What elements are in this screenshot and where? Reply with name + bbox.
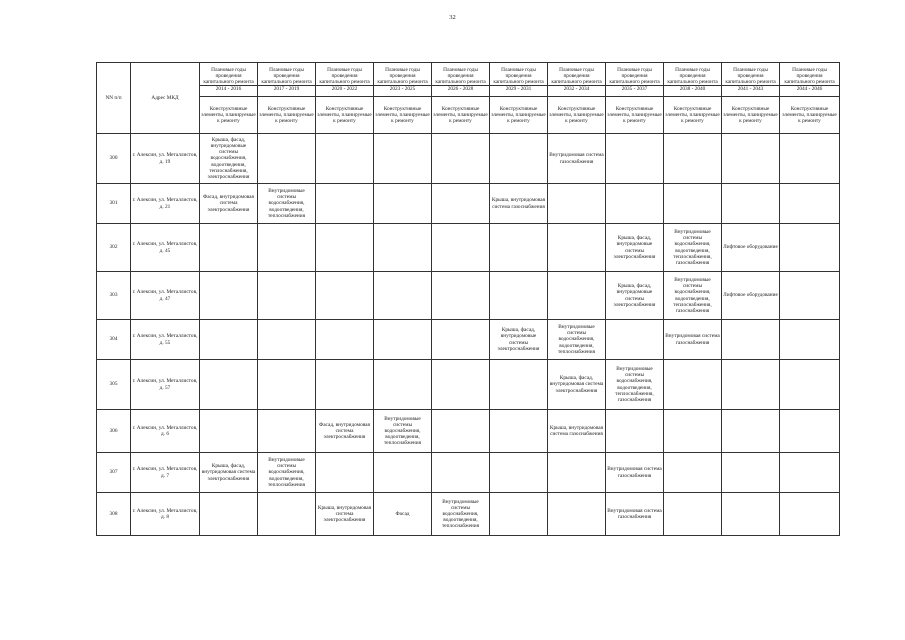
repair-cell	[200, 224, 258, 272]
header-elements-9: Конструктивные элементы, планируемые к ремонту	[722, 97, 780, 134]
row-number: 306	[97, 410, 131, 453]
repair-cell	[316, 320, 374, 360]
repair-cell	[722, 493, 780, 536]
period-years: 2044 - 2046	[796, 86, 823, 93]
row-number: 305	[97, 360, 131, 410]
repair-cell: Фасад, внутридомовая система электроснабжения	[200, 184, 258, 224]
table-row	[97, 453, 840, 493]
repair-cell	[722, 320, 780, 360]
repair-cell: Внутридомовые системы водоснабжения, водоотведения, теплоснабжения, газоснабжения	[664, 224, 722, 272]
repair-cell	[316, 272, 374, 320]
repair-cell	[374, 134, 432, 184]
repair-cell	[490, 134, 548, 184]
repair-cell	[316, 224, 374, 272]
repair-cell	[780, 184, 840, 224]
repair-cell	[316, 453, 374, 493]
period-label: Плановые годы проведения капитального ремонта	[780, 67, 839, 86]
period-years: 2017 - 2019	[273, 86, 300, 93]
header-period-5	[490, 63, 548, 97]
table-row	[97, 360, 840, 410]
repair-cell: Крыша, фасад, внутридомовая система электроснабжения	[200, 453, 258, 493]
table-row	[97, 272, 840, 320]
repair-cell	[200, 410, 258, 453]
repair-cell	[722, 453, 780, 493]
header-elements-3: Конструктивные элементы, планируемые к ремонту	[374, 97, 432, 134]
repair-cell: Крыша, фасад, внутридомовые системы электроснабжения	[490, 320, 548, 360]
repair-cell	[374, 184, 432, 224]
table-body	[97, 63, 840, 536]
repair-cell	[432, 272, 490, 320]
repair-cell	[780, 224, 840, 272]
header-period-7	[606, 63, 664, 97]
repair-cell	[432, 320, 490, 360]
period-label: Плановые годы проведения капитального ремонта	[374, 67, 431, 86]
header-row-periods	[97, 63, 840, 97]
repair-cell: Крыша, внутридомовая система газоснабжения	[548, 410, 606, 453]
repair-cell	[722, 360, 780, 410]
repair-cell	[432, 360, 490, 410]
header-nn: NN п/п	[97, 63, 131, 134]
period-years: 2041 - 2043	[737, 86, 764, 93]
header-elements-4: Конструктивные элементы, планируемые к ремонту	[432, 97, 490, 134]
period-years: 2038 - 2040	[679, 86, 706, 93]
repair-cell	[258, 134, 316, 184]
header-period-8	[664, 63, 722, 97]
repair-cell	[200, 360, 258, 410]
row-number: 303	[97, 272, 131, 320]
repair-cell	[548, 184, 606, 224]
repair-cell: Внутридомовые системы водоснабжения, водоотведения, теплоснабжения	[258, 184, 316, 224]
repair-cell	[664, 453, 722, 493]
table-row	[97, 134, 840, 184]
repair-cell	[664, 493, 722, 536]
period-label: Плановые годы проведения капитального ремонта	[432, 67, 489, 86]
row-address: г. Алексин, ул. Металлистов, д. 55	[131, 320, 200, 360]
header-address: Адрес МКД	[131, 63, 200, 134]
period-label: Плановые годы проведения капитального ремонта	[200, 67, 257, 86]
header-period-4	[432, 63, 490, 97]
header-elements-5: Конструктивные элементы, планируемые к ремонту	[490, 97, 548, 134]
header-period-9	[722, 63, 780, 97]
repair-cell	[432, 453, 490, 493]
repair-cell	[490, 272, 548, 320]
repair-cell	[722, 410, 780, 453]
table-row	[97, 410, 840, 453]
repair-cell	[780, 410, 840, 453]
repair-cell	[664, 360, 722, 410]
repair-cell	[258, 493, 316, 536]
repair-cell	[432, 410, 490, 453]
repair-cell: Крыша, внутридомовая система газоснабжения	[490, 184, 548, 224]
row-address: г. Алексин, ул. Металлистов, д. 45	[131, 224, 200, 272]
repair-cell: Внутридомовая система газоснабжения	[606, 453, 664, 493]
repair-cell	[316, 134, 374, 184]
repair-cell	[432, 184, 490, 224]
repair-cell: Фасад, внутридомовая система электроснабжения	[316, 410, 374, 453]
repair-cell: Внутридомовые системы водоснабжения, водоотведения, теплоснабжения, газоснабжения	[606, 360, 664, 410]
repair-cell	[606, 134, 664, 184]
period-years: 2032 - 2034	[563, 86, 590, 93]
repair-cell	[374, 360, 432, 410]
period-label: Плановые годы проведения капитального ремонта	[548, 67, 605, 86]
table-row	[97, 320, 840, 360]
repair-cell	[258, 360, 316, 410]
repair-cell	[606, 184, 664, 224]
repair-cell	[258, 320, 316, 360]
repair-cell	[374, 320, 432, 360]
row-number: 301	[97, 184, 131, 224]
header-period-1	[258, 63, 316, 97]
repair-cell	[432, 134, 490, 184]
repair-cell: Внутридомовые системы водоснабжения, водоотведения, теплоснабжения	[432, 493, 490, 536]
table-row	[97, 493, 840, 536]
repair-cell	[374, 272, 432, 320]
repair-cell	[780, 493, 840, 536]
header-period-0	[200, 63, 258, 97]
header-elements-0: Конструктивные элементы, планируемые к ремонту	[200, 97, 258, 134]
period-years: 2035 - 2037	[621, 86, 648, 93]
header-elements-2: Конструктивные элементы, планируемые к ремонту	[316, 97, 374, 134]
repair-cell	[722, 134, 780, 184]
repair-cell: Фасад	[374, 493, 432, 536]
period-label: Плановые годы проведения капитального ремонта	[664, 67, 721, 86]
capital-repair-schedule-table	[96, 62, 840, 536]
repair-cell	[490, 360, 548, 410]
repair-cell	[258, 410, 316, 453]
repair-cell	[664, 410, 722, 453]
repair-cell	[606, 320, 664, 360]
row-address: г. Алексин, ул. Металлистов, д. 8	[131, 493, 200, 536]
header-elements-10: Конструктивные элементы, планируемые к ремонту	[780, 97, 840, 134]
repair-cell	[780, 134, 840, 184]
repair-cell	[200, 272, 258, 320]
repair-cell	[490, 493, 548, 536]
row-number: 300	[97, 134, 131, 184]
row-number: 307	[97, 453, 131, 493]
repair-cell	[200, 320, 258, 360]
repair-cell	[490, 224, 548, 272]
repair-cell	[722, 184, 780, 224]
period-years: 2020 - 2022	[331, 86, 358, 93]
period-years: 2014 - 2016	[215, 86, 242, 93]
repair-cell	[780, 272, 840, 320]
header-period-3	[374, 63, 432, 97]
row-number: 308	[97, 493, 131, 536]
table-row	[97, 224, 840, 272]
row-address: г. Алексин, ул. Металлистов, д. 19	[131, 134, 200, 184]
period-label: Плановые годы проведения капитального ремонта	[316, 67, 373, 86]
period-years: 2023 - 2025	[389, 86, 416, 93]
repair-cell	[780, 320, 840, 360]
repair-cell	[606, 410, 664, 453]
header-elements-6: Конструктивные элементы, планируемые к ремонту	[548, 97, 606, 134]
row-address: г. Алексин, ул. Металлистов, д. 57	[131, 360, 200, 410]
repair-cell: Внутридомовые системы водоснабжения, водоотведения, теплоснабжения, газоснабжения	[664, 272, 722, 320]
repair-cell: Лифтовое оборудование	[722, 224, 780, 272]
repair-cell: Внутридомовые системы водоснабжения, водоотведения, теплоснабжения	[548, 320, 606, 360]
row-number: 304	[97, 320, 131, 360]
table-row	[97, 184, 840, 224]
repair-cell	[258, 224, 316, 272]
period-label: Плановые годы проведения капитального ремонта	[606, 67, 663, 86]
repair-cell: Внутридомовая система газоснабжения	[606, 493, 664, 536]
repair-cell	[316, 360, 374, 410]
repair-cell	[548, 453, 606, 493]
repair-cell: Крыша, внутридомовая система электроснабжения	[316, 493, 374, 536]
repair-cell: Крыша, фасад, внутридомовые системы водоснабжения, водоотведения, теплоснабжения, электроснабжения	[200, 134, 258, 184]
repair-cell	[258, 272, 316, 320]
repair-cell: Внутридомовые системы водоснабжения, водоотведения, теплоснабжения	[258, 453, 316, 493]
repair-cell: Лифтовое оборудование	[722, 272, 780, 320]
header-elements-7: Конструктивные элементы, планируемые к ремонту	[606, 97, 664, 134]
header-row-elements	[97, 97, 840, 134]
repair-cell	[432, 224, 490, 272]
header-elements-8: Конструктивные элементы, планируемые к ремонту	[664, 97, 722, 134]
header-elements-1: Конструктивные элементы, планируемые к ремонту	[258, 97, 316, 134]
row-address: г. Алексин, ул. Металлистов, д. 47	[131, 272, 200, 320]
repair-cell	[664, 184, 722, 224]
header-period-6	[548, 63, 606, 97]
repair-cell	[664, 134, 722, 184]
repair-cell: Крыша, фасад, внутридомовые системы электроснабжения	[606, 224, 664, 272]
row-address: г. Алексин, ул. Металлистов, д. 21	[131, 184, 200, 224]
repair-cell: Крыша, фасад, внутридомовая система электроснабжения	[548, 360, 606, 410]
period-label: Плановые годы проведения капитального ремонта	[490, 67, 547, 86]
period-years: 2026 - 2028	[447, 86, 474, 93]
row-address: г. Алексин, ул. Металлистов, д. 7	[131, 453, 200, 493]
repair-cell	[548, 272, 606, 320]
repair-cell: Крыша, фасад, внутридомовые системы электроснабжения	[606, 272, 664, 320]
repair-cell: Внутридомовая система газоснабжения	[548, 134, 606, 184]
repair-cell	[780, 360, 840, 410]
repair-cell: Внутридомовая система газоснабжения	[664, 320, 722, 360]
repair-cell	[374, 224, 432, 272]
repair-cell	[200, 493, 258, 536]
repair-cell	[374, 453, 432, 493]
period-years: 2029 - 2031	[505, 86, 532, 93]
period-label: Плановые годы проведения капитального ремонта	[258, 67, 315, 86]
repair-cell	[490, 410, 548, 453]
row-number: 302	[97, 224, 131, 272]
repair-cell	[490, 453, 548, 493]
repair-cell	[780, 453, 840, 493]
period-label: Плановые годы проведения капитального ремонта	[722, 67, 779, 86]
page-number: 32	[449, 14, 456, 21]
repair-cell	[548, 493, 606, 536]
row-address: г. Алексин, ул. Металлистов, д. 6	[131, 410, 200, 453]
repair-cell	[316, 184, 374, 224]
header-period-2	[316, 63, 374, 97]
header-period-10	[780, 63, 840, 97]
repair-cell: Внутридомовые системы водоснабжения, водоотведения, теплоснабжения	[374, 410, 432, 453]
repair-cell	[548, 224, 606, 272]
